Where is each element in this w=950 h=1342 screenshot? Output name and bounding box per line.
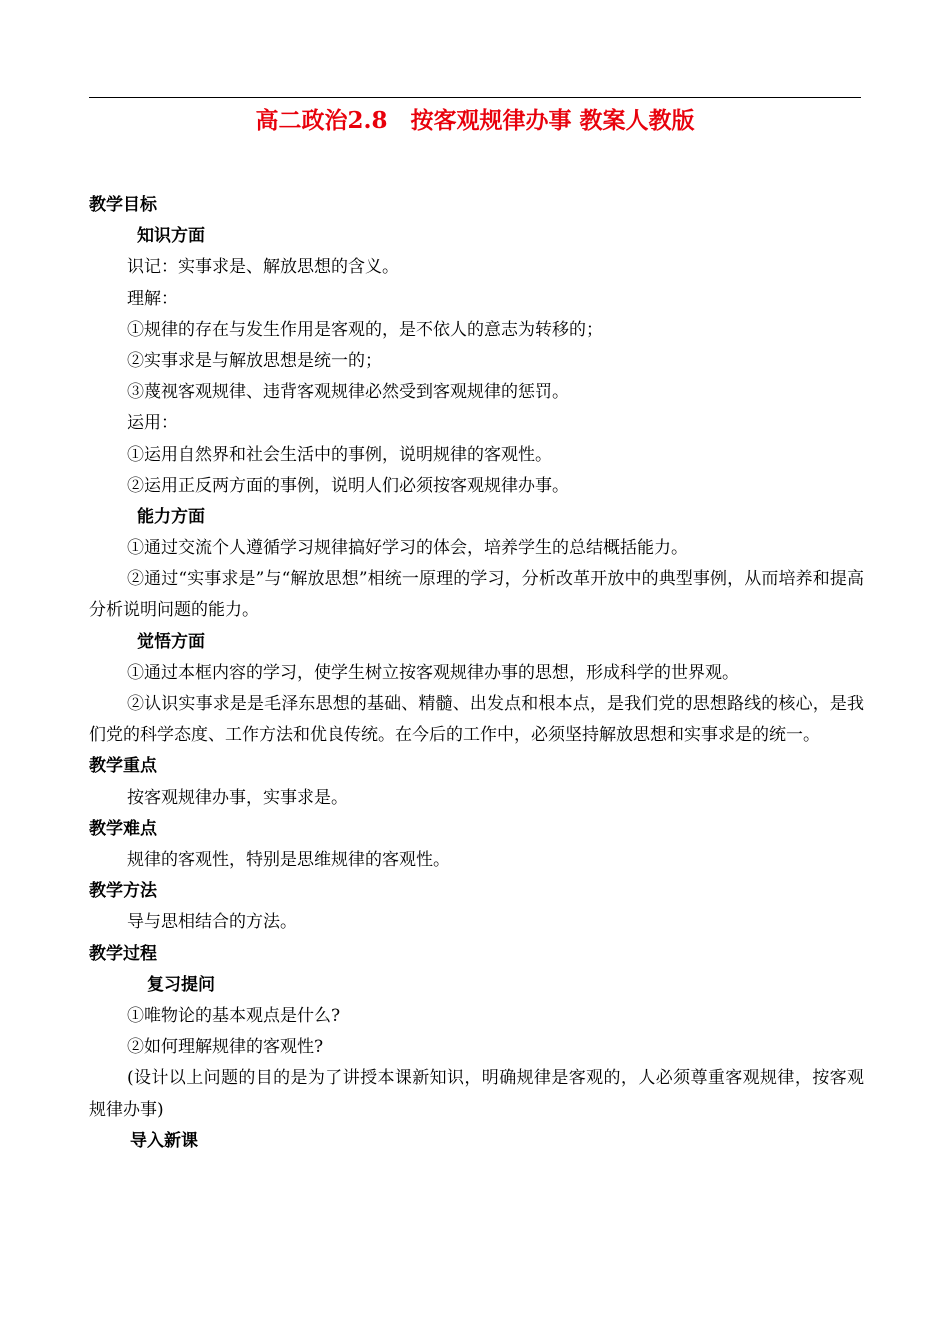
paragraph: (设计以上问题的目的是为了讲授本课新知识，明确规律是客观的，人必须尊重客观规律，按客观规律办事): [89, 1068, 864, 1120]
paragraph: ②认识实事求是是毛泽东思想的基础、精髓、出发点和根本点，是我们党的思想路线的核心，是我们党的科学态度、工作方法和优良传统。在今后的工作中，必须坚持解放思想和实事求是的统一。: [89, 694, 864, 746]
paragraph: 理解：: [127, 288, 178, 309]
intro-heading: 导入新课: [130, 1130, 198, 1151]
paragraph: 运用：: [127, 413, 178, 434]
paragraph: 按客观规律办事，实事求是。: [127, 787, 348, 808]
process-heading: 教学过程: [89, 943, 157, 964]
methods-heading: 教学方法: [89, 881, 157, 902]
key-points-heading: 教学重点: [89, 756, 157, 777]
paragraph: ①运用自然界和社会生活中的事例，说明规律的客观性。: [127, 444, 552, 465]
paragraph: ②实事求是与解放思想是统一的；: [127, 350, 382, 371]
document-body: [89, 190, 864, 1157]
awareness-heading: 觉悟方面: [137, 631, 205, 652]
paragraph: ①规律的存在与发生作用是客观的，是不依人的意志为转移的；: [127, 319, 603, 340]
difficulties-heading: 教学难点: [89, 818, 157, 839]
review-heading: 复习提问: [147, 974, 215, 995]
ability-heading: 能力方面: [137, 506, 205, 527]
paragraph: ①唯物论的基本观点是什么?: [127, 1005, 341, 1026]
goals-heading: 教学目标: [89, 195, 157, 215]
paragraph: 识记：实事求是、解放思想的含义。: [127, 257, 399, 278]
paragraph: ②如何理解规律的客观性?: [127, 1037, 324, 1058]
paragraph: ③蔑视客观规律、违背客观规律必然受到客观规律的惩罚。: [127, 382, 569, 403]
header-rule: [89, 97, 861, 98]
paragraph: 规律的客观性，特别是思维规律的客观性。: [127, 850, 450, 870]
paragraph: ①通过本框内容的学习，使学生树立按客观规律办事的思想，形成科学的世界观。: [127, 662, 739, 683]
paragraph: ①通过交流个人遵循学习规律搞好学习的体会，培养学生的总结概括能力。: [127, 538, 688, 559]
document-title: 高二政治2.8 按客观规律办事 教案人教版: [255, 107, 695, 134]
knowledge-heading: 知识方面: [137, 226, 205, 247]
paragraph: ②通过“实事求是”与“解放思想”相统一原理的学习，分析改革开放中的典型事例，从而培养和提高分析说明问题的能力。: [89, 569, 864, 621]
paragraph: ②运用正反两方面的事例，说明人们必须按客观规律办事。: [127, 475, 569, 496]
paragraph: 导与思相结合的方法。: [127, 912, 297, 933]
